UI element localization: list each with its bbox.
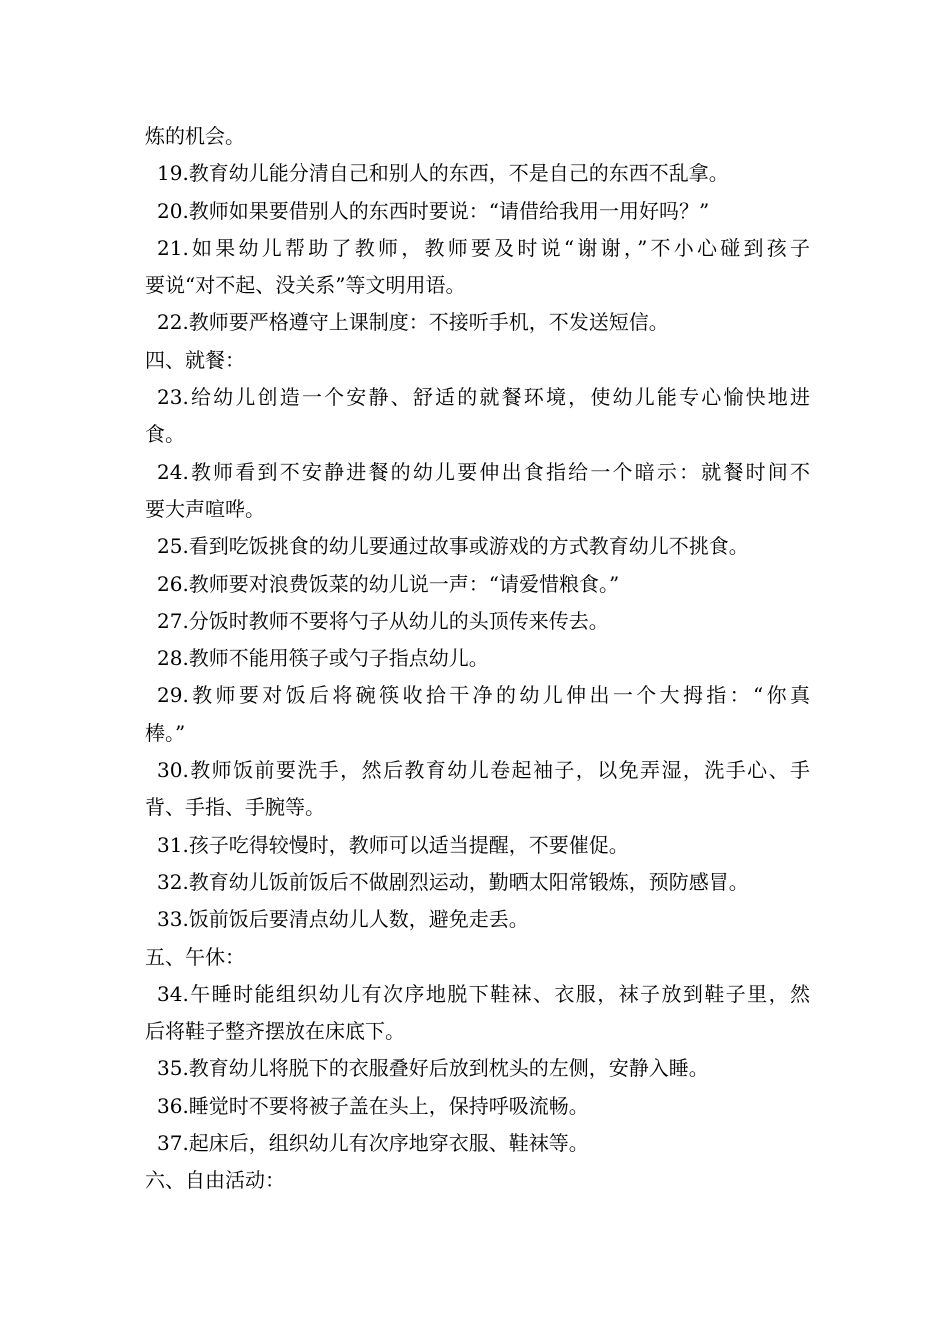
document-line: 32.教育幼儿饭前饭后不做剧烈运动，勤晒太阳常锻炼，预防感冒。 bbox=[157, 869, 749, 894]
document-line: 六、自由活动： bbox=[145, 1168, 285, 1193]
document-line: 31.孩子吃得较慢时，教师可以适当提醒，不要催促。 bbox=[157, 832, 629, 857]
document-line: 24.教师看到不安静进餐的幼儿要伸出食指给一个暗示：就餐时间不 bbox=[157, 459, 810, 484]
document-line: 要说“对不起、没关系”等文明用语。 bbox=[145, 273, 466, 298]
document-line: 五、午休： bbox=[145, 944, 245, 969]
document-line: 33.饭前饭后要清点幼儿人数，避免走丢。 bbox=[157, 907, 529, 932]
document-line: 30.教师饭前要洗手，然后教育幼儿卷起袖子，以免弄湿，洗手心、手 bbox=[157, 758, 810, 783]
document-line: 22.教师要严格遵守上课制度：不接听手机，不发送短信。 bbox=[157, 310, 669, 335]
document-line: 要大声喧哗。 bbox=[145, 496, 265, 521]
document-line: 28.教师不能用筷子或勺子指点幼儿。 bbox=[157, 646, 489, 671]
document-line: 食。 bbox=[145, 422, 185, 447]
document-line: 19.教育幼儿能分清自己和别人的东西，不是自己的东西不乱拿。 bbox=[157, 161, 729, 186]
document-line: 棒。” bbox=[145, 720, 186, 745]
document-line: 36.睡觉时不要将被子盖在头上，保持呼吸流畅。 bbox=[157, 1093, 589, 1118]
document-line: 炼的机会。 bbox=[145, 124, 245, 148]
document-line: 34.午睡时能组织幼儿有次序地脱下鞋袜、衣服，袜子放到鞋子里，然 bbox=[157, 981, 810, 1006]
document-line: 21.如果幼儿帮助了教师，教师要及时说“谢谢，”不小心碰到孩子 bbox=[157, 235, 810, 260]
document-line: 27.分饭时教师不要将勺子从幼儿的头顶传来传去。 bbox=[157, 608, 609, 633]
document-line: 37.起床后，组织幼儿有次序地穿衣服、鞋袜等。 bbox=[157, 1131, 589, 1156]
document-line: 26.教师要对浪费饭菜的幼儿说一声：“请爱惜粮食。” bbox=[157, 571, 620, 596]
document-line: 23.给幼儿创造一个安静、舒适的就餐环境，使幼儿能专心愉快地进 bbox=[157, 385, 810, 410]
document-line: 背、手指、手腕等。 bbox=[145, 795, 325, 820]
document-line: 35.教育幼儿将脱下的衣服叠好后放到枕头的左侧，安静入睡。 bbox=[157, 1056, 709, 1081]
document-line: 25.看到吃饭挑食的幼儿要通过故事或游戏的方式教育幼儿不挑食。 bbox=[157, 534, 749, 559]
document-line: 四、就餐： bbox=[145, 347, 245, 372]
document-line: 29.教师要对饭后将碗筷收拾干净的幼儿伸出一个大拇指：“你真 bbox=[157, 683, 810, 708]
document-line: 20.教师如果要借别人的东西时要说：“请借给我用一用好吗？” bbox=[157, 198, 710, 223]
document-page bbox=[145, 118, 810, 1200]
document-line: 后将鞋子整齐摆放在床底下。 bbox=[145, 1019, 405, 1044]
